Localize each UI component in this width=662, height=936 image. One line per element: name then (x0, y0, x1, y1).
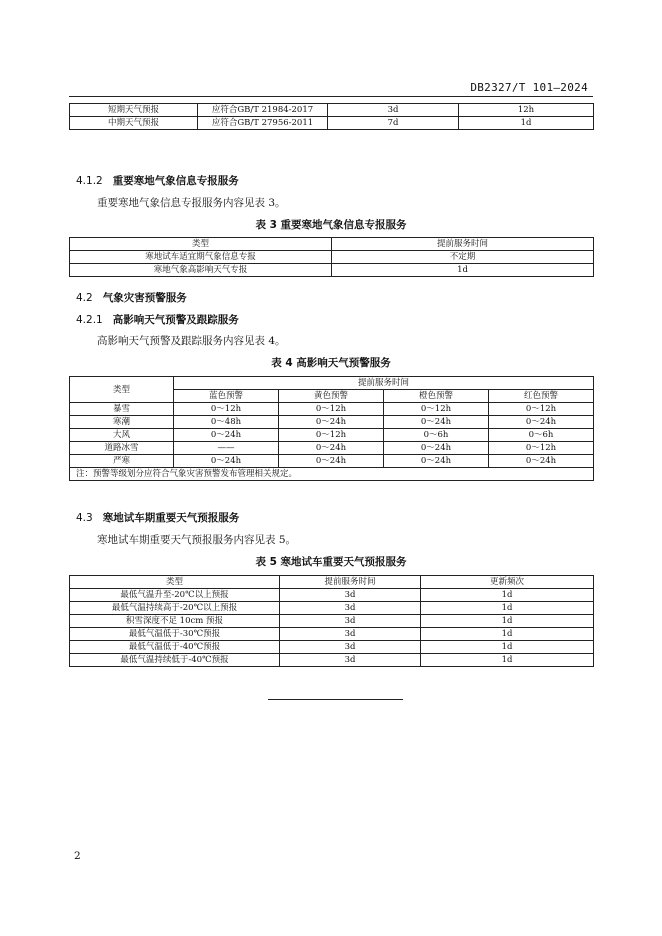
section-heading-4-2-1 (76, 312, 239, 327)
table-caption: 表 3 重要寒地气象信息专报服务 (255, 219, 407, 231)
table-row (70, 117, 594, 130)
column-header: 橙色预警 (384, 390, 489, 403)
section-title: 重要寒地气象信息专报服务 (112, 175, 239, 187)
table-cell: 最低气温低于-30℃预报 (70, 628, 280, 641)
table-row (70, 104, 594, 117)
table-cell: 0～24h (279, 442, 384, 455)
paragraph: 重要寒地气象信息专报服务内容见表 3。 (97, 197, 286, 209)
table-cell: 0～6h (384, 429, 489, 442)
table-row (70, 641, 594, 654)
table-cell: 0～24h (384, 416, 489, 429)
table-cell: 最低气温持续低于-40℃预报 (70, 654, 280, 667)
table-row (70, 455, 594, 468)
table-cell: 0～12h (489, 442, 594, 455)
column-header: 类型 (70, 238, 332, 251)
table-4 (69, 376, 594, 481)
table-cell: 7d (328, 117, 459, 130)
column-group-header: 提前服务时间 (174, 377, 594, 390)
table-cell: 积雪深度不足 10cm 预报 (70, 615, 280, 628)
table-cell: 0～12h (384, 403, 489, 416)
table-cell: 应符合GB/T 21984-2017 (198, 104, 328, 117)
table-cell: 3d (280, 628, 421, 641)
table-cell: 3d (280, 589, 421, 602)
column-header: 蓝色预警 (174, 390, 279, 403)
table-cell: 0～24h (489, 416, 594, 429)
table-cell: 0～6h (489, 429, 594, 442)
table-5 (69, 575, 594, 667)
table-cell: 最低气温持续高于-20℃以上预报 (70, 602, 280, 615)
section-number: 4.3 (76, 512, 93, 524)
table-cell: 寒地气象高影响天气专报 (70, 264, 332, 277)
table-cell: 短期天气预报 (70, 104, 198, 117)
table-cell: 应符合GB/T 27956-2011 (198, 117, 328, 130)
table-caption: 表 4 高影响天气预警服务 (271, 357, 391, 369)
column-header: 红色预警 (489, 390, 594, 403)
table-cell: 0～24h (174, 429, 279, 442)
table-cell: 0～24h (489, 455, 594, 468)
table-cell: 0～12h (279, 403, 384, 416)
table-cell: 3d (280, 615, 421, 628)
section-number: 4.1.2 (76, 175, 103, 187)
column-header: 更新频次 (421, 576, 594, 589)
table-row (70, 403, 594, 416)
table-cell: 3d (280, 641, 421, 654)
table-cell: 严寒 (70, 455, 174, 468)
table-row (70, 589, 594, 602)
section-title: 寒地试车期重要天气预报服务 (102, 512, 240, 524)
table-cell: 最低气温升至-20℃以上预报 (70, 589, 280, 602)
table-header-row (70, 576, 594, 589)
document-code: DB2327/T 101—2024 (470, 81, 588, 94)
table-row (70, 264, 594, 277)
paragraph: 寒地试车期重要天气预报服务内容见表 5。 (97, 534, 297, 546)
table-cell: 大风 (70, 429, 174, 442)
table-row (70, 442, 594, 455)
table-row (70, 654, 594, 667)
table-cell: 道路冰雪 (70, 442, 174, 455)
table-cell: 3d (280, 602, 421, 615)
table-row (70, 429, 594, 442)
table-header-row (70, 238, 594, 251)
section-title: 气象灾害预警服务 (102, 292, 187, 304)
paragraph: 高影响天气预警及跟踪服务内容见表 4。 (97, 335, 286, 347)
table-cell: 最低气温低于-40℃预报 (70, 641, 280, 654)
section-heading-4-1-2 (76, 173, 239, 188)
table-cell: 1d (421, 589, 594, 602)
table-cell: 0～24h (279, 416, 384, 429)
table-row (70, 251, 594, 264)
section-number: 4.2.1 (76, 314, 103, 326)
table-cell: 12h (459, 104, 594, 117)
table-row (70, 615, 594, 628)
table-cell: 不定期 (332, 251, 594, 264)
table-cell: 0～12h (489, 403, 594, 416)
section-number: 4.2 (76, 292, 93, 304)
table-cell: 0～12h (174, 403, 279, 416)
column-header: 类型 (70, 576, 280, 589)
table-cell: 1d (421, 615, 594, 628)
table-3 (69, 237, 594, 277)
column-header: 黄色预警 (279, 390, 384, 403)
table-row (70, 602, 594, 615)
table-cell: —— (174, 442, 279, 455)
header-rule (69, 96, 593, 97)
table-cell: 1d (459, 117, 594, 130)
table-cell: 0～24h (384, 442, 489, 455)
column-header: 提前服务时间 (332, 238, 594, 251)
table-cell: 暴雪 (70, 403, 174, 416)
table-note-row (70, 468, 594, 481)
table-cell: 3d (328, 104, 459, 117)
table-row (70, 628, 594, 641)
table-cell: 1d (421, 602, 594, 615)
table-cell: 0～12h (279, 429, 384, 442)
table-cell: 1d (421, 641, 594, 654)
column-header: 类型 (70, 377, 174, 403)
section-heading-4-3 (76, 510, 239, 525)
page-number: 2 (74, 850, 81, 862)
table-cell: 1d (421, 654, 594, 667)
table-row (70, 416, 594, 429)
end-of-text-rule (268, 699, 403, 700)
table-header-row (70, 377, 594, 390)
table-cell: 寒地试车适宜期气象信息专报 (70, 251, 332, 264)
table-cell: 0～24h (279, 455, 384, 468)
table-note: 注：预警等级划分应符合气象灾害预警发布管理相关规定。 (70, 468, 594, 481)
section-heading-4-2 (76, 290, 187, 305)
table-caption: 表 5 寒地试车重要天气预报服务 (255, 556, 407, 568)
table-cell: 0～48h (174, 416, 279, 429)
section-title: 高影响天气预警及跟踪服务 (112, 314, 239, 326)
table-cell: 寒潮 (70, 416, 174, 429)
table-forecast-continued (69, 103, 594, 130)
table-cell: 1d (332, 264, 594, 277)
table-cell: 0～24h (384, 455, 489, 468)
column-header: 提前服务时间 (280, 576, 421, 589)
table-cell: 0～24h (174, 455, 279, 468)
table-cell: 1d (421, 628, 594, 641)
table-cell: 中期天气预报 (70, 117, 198, 130)
table-cell: 3d (280, 654, 421, 667)
